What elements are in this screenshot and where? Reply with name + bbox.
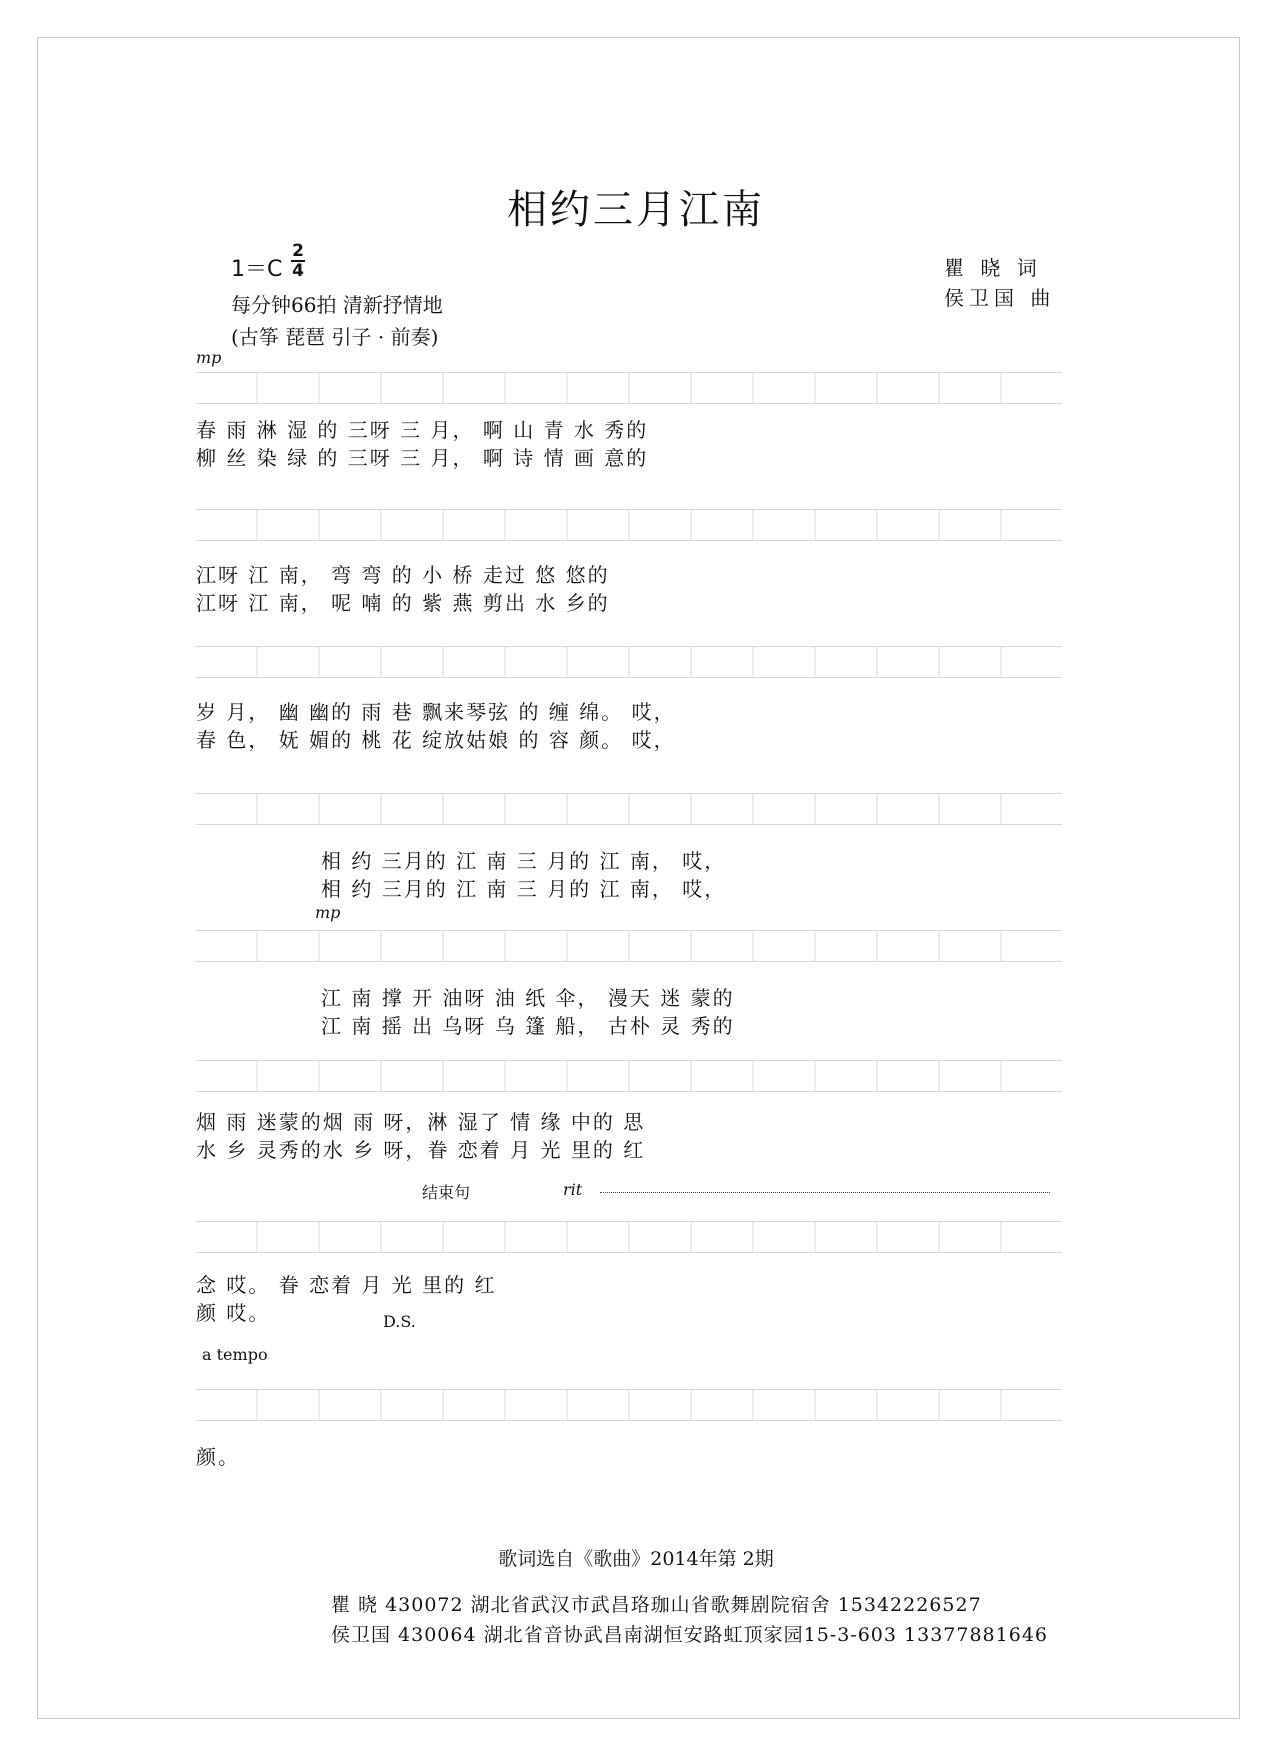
key-signature: 1＝C	[231, 257, 283, 282]
intro-note: (古筝 琵琶 引子 · 前奏)	[231, 325, 439, 349]
notation-line	[196, 793, 1062, 825]
lyric-verse-1: 念 哎。 眷 恋着 月 光 里的 红	[196, 1273, 497, 1297]
lyric-verse-1: 颜。	[196, 1445, 240, 1469]
lyric-verse-1: 江 南 撑 开 油呀 油 纸 伞， 漫天 迷 蒙的	[321, 986, 735, 1010]
lyric-verse-1: 相 约 三月的 江 南 三 月的 江 南， 哎，	[321, 849, 727, 873]
dal-segno-mark: D.S.	[383, 1312, 416, 1331]
tempo-marking: 每分钟66拍 清新抒情地	[231, 293, 443, 317]
notation-line	[196, 1221, 1062, 1253]
lyricist-credit: 瞿 晓 词	[944, 256, 1042, 280]
composer-credit: 侯卫国 曲	[944, 286, 1056, 310]
lyric-source-note: 歌词选自《歌曲》2014年第 2期	[498, 1548, 774, 1570]
song-title: 相约三月江南	[507, 187, 765, 233]
notation-line	[196, 509, 1062, 541]
notation-line	[196, 1060, 1062, 1092]
score-system-5	[196, 930, 1062, 1040]
score-system-3	[196, 646, 1062, 754]
score-system-1	[196, 372, 1062, 472]
lyric-verse-1: 烟 雨 迷蒙的烟 雨 呀，淋 湿了 情 缘 中的 思	[196, 1110, 646, 1134]
dynamic-mp: mp	[315, 903, 341, 922]
score-system-4	[196, 793, 1062, 903]
time-signature	[291, 242, 305, 280]
lyric-verse-1: 岁 月， 幽 幽的 雨 巷 飘来琴弦 的 缠 绵。 哎，	[196, 700, 676, 724]
score-system-6	[196, 1060, 1062, 1164]
lyric-verse-2: 柳 丝 染 绿 的 三呀 三 月， 啊 诗 情 画 意的	[196, 446, 649, 470]
notation-line	[196, 1389, 1062, 1421]
score-system-8	[196, 1389, 1062, 1471]
lyric-verse-2: 水 乡 灵秀的水 乡 呀，眷 恋着 月 光 里的 红	[196, 1138, 646, 1162]
composer-address: 侯卫国 430064 湖北省音协武昌南湖恒安路虹顶家园15-3-603 13377881646	[331, 1624, 1048, 1646]
lyric-verse-2: 颜 哎。	[196, 1301, 271, 1325]
lyric-verse-2: 江 南 摇 出 乌呀 乌 篷 船， 古朴 灵 秀的	[321, 1014, 735, 1038]
dynamic-mp: mp	[196, 348, 222, 367]
notation-line	[196, 372, 1062, 404]
score-system-2	[196, 509, 1062, 617]
score-system-7	[196, 1221, 1062, 1327]
notation-line	[196, 646, 1062, 678]
a-tempo-mark: a tempo	[202, 1345, 268, 1364]
lyric-verse-2: 江呀 江 南， 呢 喃 的 紫 燕 剪出 水 乡的	[196, 591, 610, 615]
lyric-verse-1: 春 雨 淋 湿 的 三呀 三 月， 啊 山 青 水 秀的	[196, 418, 649, 442]
lyric-verse-2: 春 色， 妩 媚的 桃 花 绽放姑娘 的 容 颜。 哎，	[196, 728, 676, 752]
meter-bottom: 4	[292, 261, 304, 281]
lyricist-address: 瞿 晓 430072 湖北省武汉市武昌珞珈山省歌舞剧院宿舍 15342226527	[331, 1594, 982, 1616]
ritardando-mark: rit	[563, 1180, 583, 1199]
lyric-verse-2: 相 约 三月的 江 南 三 月的 江 南， 哎，	[321, 877, 727, 901]
lyric-verse-1: 江呀 江 南， 弯 弯 的 小 桥 走过 悠 悠的	[196, 563, 610, 587]
notation-line	[196, 930, 1062, 962]
meter-top: 2	[292, 241, 304, 261]
rit-dotted-line	[600, 1192, 1050, 1193]
ending-label: 结束句	[422, 1183, 471, 1202]
